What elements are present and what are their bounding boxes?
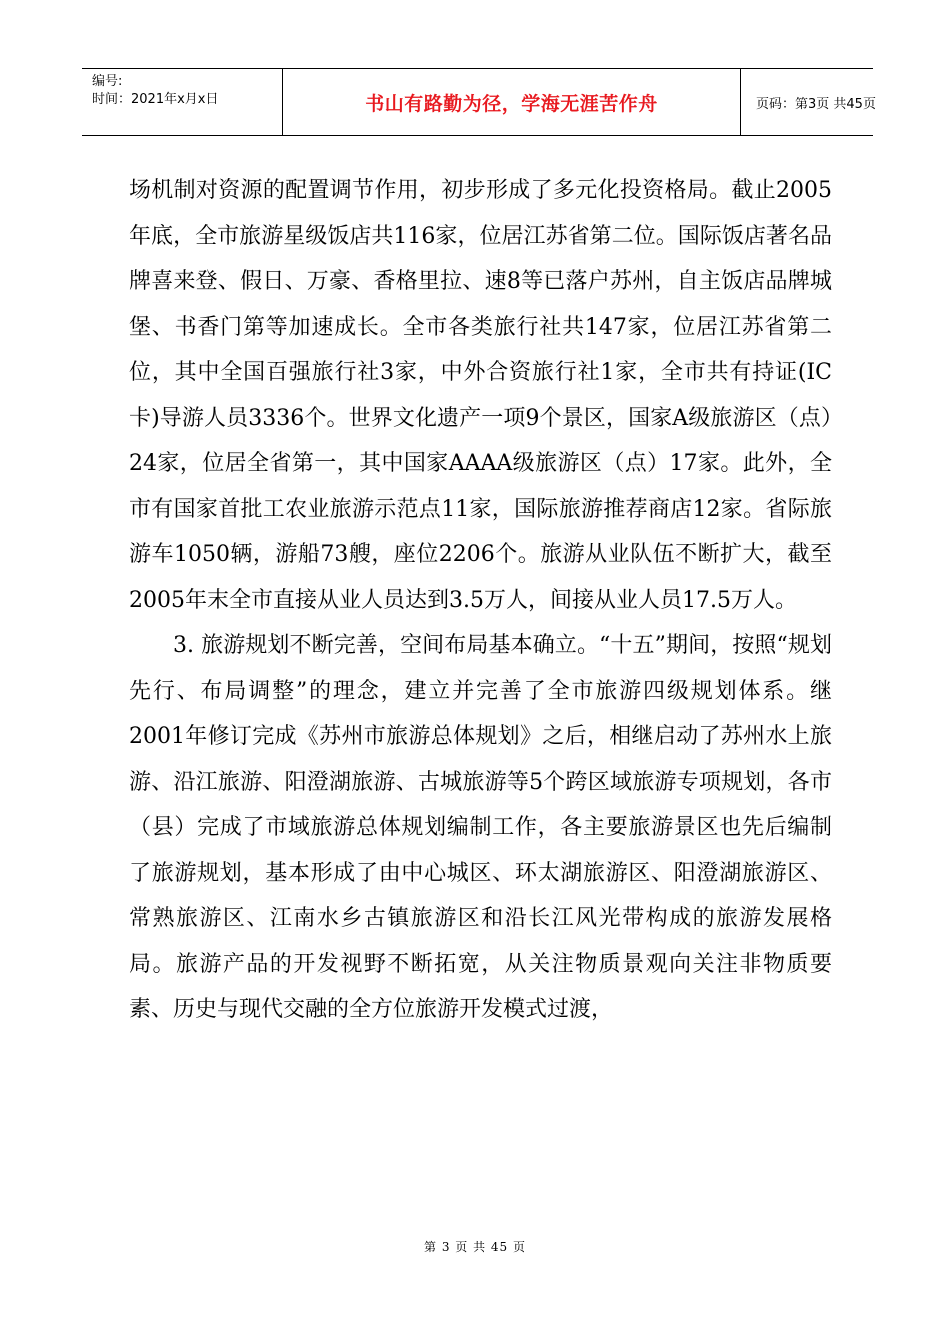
header-motto: 书山有路勤为径，学海无涯苦作舟 — [365, 92, 658, 115]
number-label: 编号: — [92, 74, 123, 89]
document-body — [129, 168, 832, 1033]
header-divider — [740, 69, 741, 135]
header-page-info: 页码：第3页 共45页 — [756, 96, 876, 112]
header-meta — [82, 69, 282, 135]
body-paragraph: 3. 旅游规划不断完善，空间布局基本确立。“十五”期间，按照“规划先行、布局调整”的理念，建立并完善了全市旅游四级规划体系。继2001年修订完成《苏州市旅游总体规划》之后，相继启动了苏州水上旅游、沿江旅游、阳澄湖旅游、古城旅游等5个跨区域旅游专项规划，各市（县）完成了市域旅游总体规划编制工作，各主要旅游景区也先后编制了旅游规划，基本形成了由中心城区、环太湖旅游区、阳澄湖旅游区、常熟旅游区、江南水乡古镇旅游区和沿长江风光带构成的旅游发展格局。旅游产品的开发视野不断拓宽，从关注物质景观向关注非物质要素、历史与现代交融的全方位旅游开发模式过渡， — [129, 633, 832, 1022]
time-label: 时间：2021年x月x日 — [92, 92, 219, 107]
body-paragraph: 场机制对资源的配置调节作用，初步形成了多元化投资格局。截止2005年底，全市旅游星级饭店共116家，位居江苏省第二位。国际饭店著名品牌喜来登、假日、万豪、香格里拉、速8等已落户苏州，自主饭店品牌城堡、书香门第等加速成长。全市各类旅行社共147家，位居江苏省第二位，其中全国百强旅行社3家，中外合资旅行社1家，全市共有持证(IC卡)导游人员3336个。世界文化遗产一项9个景区，国家A级旅游区（点）24家，位居全省第一，其中国家AAAA级旅游区（点）17家。此外，全市有国家首批工农业旅游示范点11家，国际旅游推荐商店12家。省际旅游车1050辆，游船73艘，座位2206个。旅游从业队伍不断扩大，截至2005年末全市直接从业人员达到3.5万人，间接从业人员17.5万人。 — [129, 178, 832, 613]
page-header — [82, 68, 876, 136]
page-footer: 第 3 页 共 45 页 — [424, 1240, 526, 1254]
